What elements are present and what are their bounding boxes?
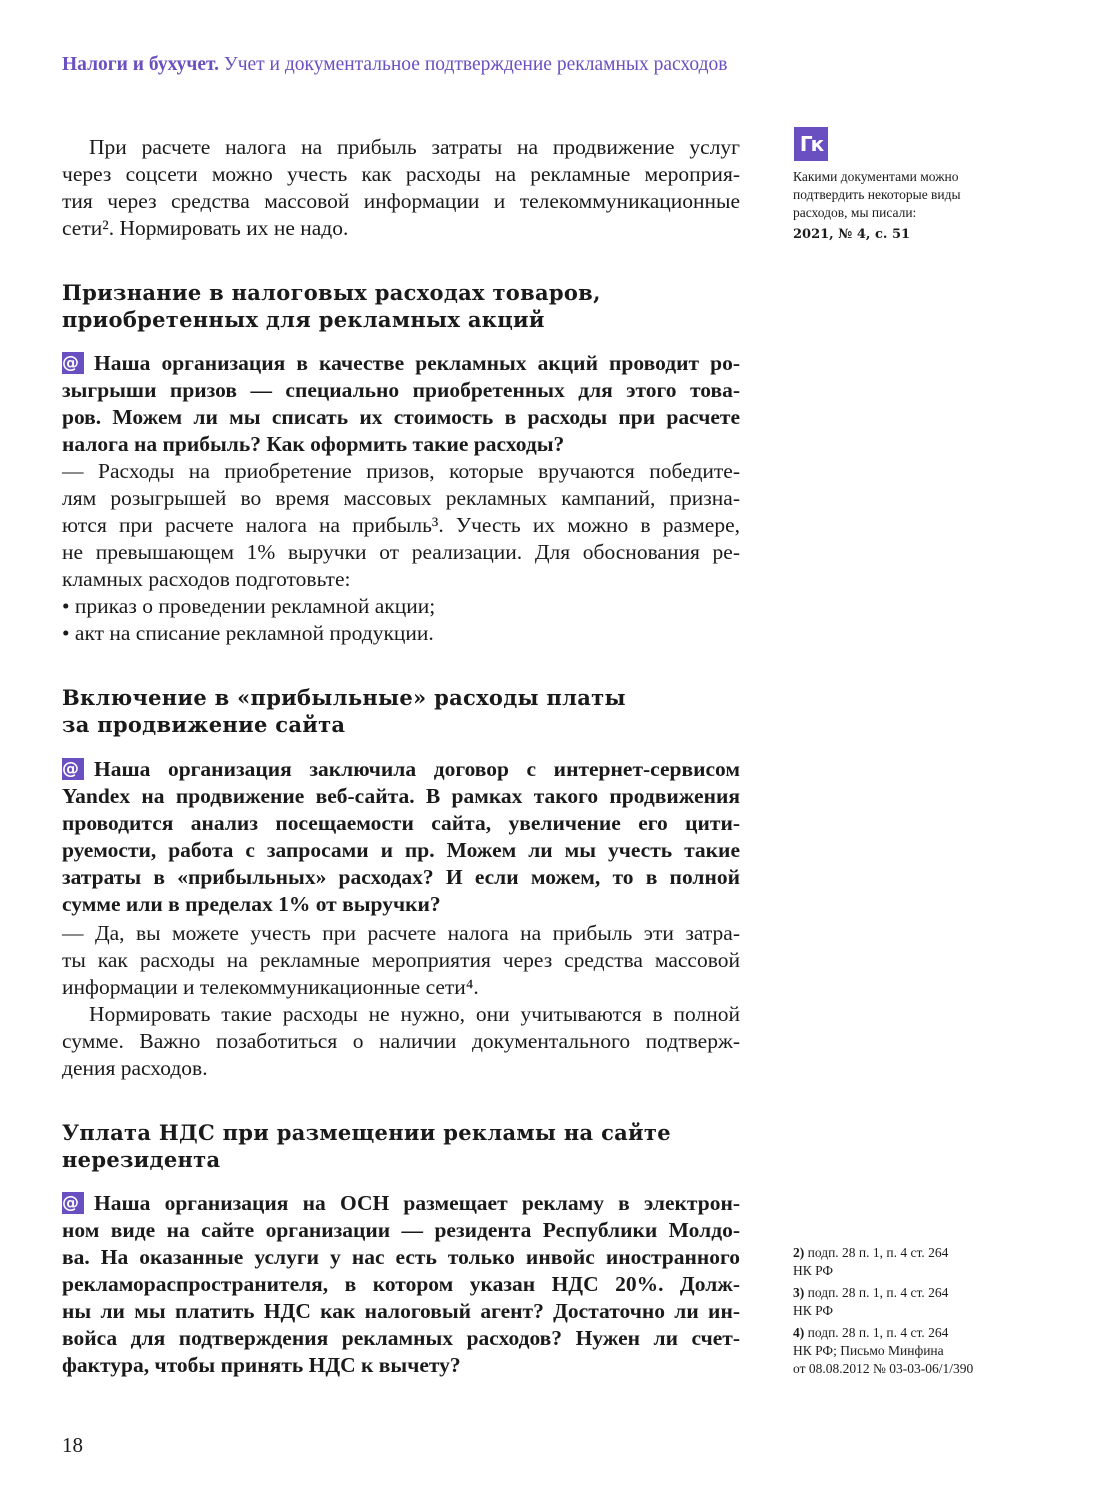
text-line xyxy=(62,974,740,1001)
header-section: Налоги и бухучет. xyxy=(62,54,220,75)
line-text: рекламораспространителя, в котором указан НДС 20%. Долж- xyxy=(62,1272,740,1296)
text-line xyxy=(62,593,740,620)
text-line xyxy=(62,404,740,431)
section-heading xyxy=(62,279,740,333)
line-text: информации и телекоммуникационные сети⁴. xyxy=(62,975,479,999)
question-at-icon: @ xyxy=(62,1192,84,1214)
line-text: лям розыгрышей во время массовых рекламных кампаний, призна- xyxy=(62,486,740,510)
question-block xyxy=(62,1190,740,1379)
footnote-line xyxy=(793,1244,1023,1262)
footnote-line xyxy=(793,1360,1023,1378)
text-line xyxy=(62,1271,740,1298)
line-text: войса для подтверждения рекламных расходов? Нужен ли счет- xyxy=(62,1326,740,1350)
line-text: Yandex на продвижение веб-сайта. В рамках такого продвижения xyxy=(62,784,740,808)
footnote-number: 4) xyxy=(793,1325,805,1340)
footnote-text: подп. 28 п. 1, п. 4 ст. 264 xyxy=(807,1245,949,1260)
line-text: ются при расчете налога на прибыль³. Учесть их можно в размере, xyxy=(62,513,740,537)
line-text: приобретенных для рекламных акций xyxy=(62,307,545,332)
line-text: • акт на списание рекламной продукции. xyxy=(62,621,434,645)
line-text: — Расходы на приобретение призов, которые вручаются победите- xyxy=(62,459,740,483)
footnote-text: от 08.08.2012 № 03-03-06/1/390 xyxy=(793,1361,974,1376)
footnote-line xyxy=(793,1324,1023,1342)
footnote xyxy=(793,1244,1023,1280)
journal-logo-icon: Гк xyxy=(794,127,828,161)
text-line xyxy=(62,756,740,783)
text-line xyxy=(62,1055,740,1082)
line-text: кламных расходов подготовьте: xyxy=(62,567,351,591)
section-heading xyxy=(62,1119,740,1173)
line-text: тия через средства массовой информации и телекоммуникационные xyxy=(62,189,740,213)
line-text: Уплата НДС при размещении рекламы на сайте xyxy=(62,1120,671,1145)
text-line xyxy=(62,215,740,242)
text-line xyxy=(62,684,740,711)
line-text: Наша организация на ОСН размещает рекламу в электрон- xyxy=(94,1191,740,1215)
line-text: сети². Нормировать их не надо. xyxy=(62,216,349,240)
question-at-icon: @ xyxy=(62,758,84,780)
text-line xyxy=(62,891,740,918)
footnote-text: НК РФ; Письмо Минфина xyxy=(793,1343,944,1358)
line-text: Признание в налоговых расходах товаров, xyxy=(62,280,601,305)
footnote-text: НК РФ xyxy=(793,1303,834,1318)
text-line xyxy=(62,1352,740,1379)
line-text: не превышающем 1% выручки от реализации. Для обоснования ре- xyxy=(62,540,740,564)
text-line xyxy=(62,161,740,188)
paragraph xyxy=(62,134,740,242)
question-at-icon: @ xyxy=(62,352,84,374)
section-heading xyxy=(62,684,740,738)
question-block xyxy=(62,756,740,918)
text-line xyxy=(62,837,740,864)
note-reference: 2021, № 4, с. 51 xyxy=(793,227,911,242)
line-text: сумме или в пределах 1% от выручки? xyxy=(62,892,441,916)
text-line xyxy=(62,1190,740,1217)
footnote-text: подп. 28 п. 1, п. 4 ст. 264 xyxy=(807,1285,949,1300)
line-text: ны ли мы платить НДС как налоговый агент? Достаточно ли ин- xyxy=(62,1299,740,1323)
text-line xyxy=(62,1244,740,1271)
footnote xyxy=(793,1324,1023,1378)
text-line xyxy=(62,188,740,215)
text-line xyxy=(62,810,740,837)
paragraph xyxy=(62,458,740,647)
text-line xyxy=(62,1146,740,1173)
text-line xyxy=(62,711,740,738)
text-line xyxy=(62,620,740,647)
line-text: ты как расходы на рекламные мероприятия через средства массовой xyxy=(62,948,740,972)
footnote-line xyxy=(793,1284,1023,1302)
footnote-line xyxy=(793,1342,1023,1360)
line-text: Включение в «прибыльные» расходы платы xyxy=(62,685,626,710)
footnote-number: 2) xyxy=(793,1245,805,1260)
text-line xyxy=(62,947,740,974)
header-title: Учет и документальное подтверждение рекламных расходов xyxy=(223,54,728,75)
text-line xyxy=(62,920,740,947)
line-text: ном виде на сайте организации — резидента Республики Молдо- xyxy=(62,1218,740,1242)
line-text: — Да, вы можете учесть при расчете налога на прибыль эти затра- xyxy=(62,921,740,945)
footnotes xyxy=(793,1244,1023,1382)
footnote-text: НК РФ xyxy=(793,1263,834,1278)
text-line xyxy=(62,1217,740,1244)
line-text: дения расходов. xyxy=(62,1056,208,1080)
text-line xyxy=(62,783,740,810)
footnote-line xyxy=(793,1302,1023,1320)
sidebar-note xyxy=(793,168,1023,244)
note-line: подтвердить некоторые виды xyxy=(793,187,961,202)
line-text: налога на прибыль? Как оформить такие расходы? xyxy=(62,432,565,456)
footnote-number: 3) xyxy=(793,1285,805,1300)
text-line xyxy=(62,539,740,566)
text-line xyxy=(62,485,740,512)
text-line xyxy=(62,350,740,377)
line-text: Наша организация в качестве рекламных акций проводит ро- xyxy=(94,351,740,375)
text-line xyxy=(62,377,740,404)
line-text: Наша организация заключила договор с интернет-сервисом xyxy=(94,757,740,781)
note-line: Какими документами можно xyxy=(793,169,959,184)
text-line xyxy=(62,864,740,891)
text-line xyxy=(62,1119,740,1146)
text-line xyxy=(62,134,740,161)
page-number: 18 xyxy=(62,1433,83,1457)
line-text: нерезидента xyxy=(62,1147,221,1172)
line-text: руемости, работа с запросами и пр. Можем ли мы учесть такие xyxy=(62,838,740,862)
line-text: Нормировать такие расходы не нужно, они учитываются в полной xyxy=(89,1002,740,1026)
text-line xyxy=(62,458,740,485)
line-text: • приказ о проведении рекламной акции; xyxy=(62,594,436,618)
footnote xyxy=(793,1284,1023,1320)
line-text: затраты в «прибыльных» расходах? И если можем, то в полной xyxy=(62,865,740,889)
footnote-text: подп. 28 п. 1, п. 4 ст. 264 xyxy=(807,1325,949,1340)
note-line: расходов, мы писали: xyxy=(793,205,917,220)
line-text: сумме. Важно позаботиться о наличии документального подтверж- xyxy=(62,1029,740,1053)
text-line xyxy=(62,1298,740,1325)
running-header xyxy=(62,54,727,76)
line-text: за продвижение сайта xyxy=(62,712,346,737)
text-line xyxy=(62,566,740,593)
paragraph xyxy=(62,1001,740,1082)
text-line xyxy=(62,1001,740,1028)
line-text: зыгрыши призов — специально приобретенных для этого това- xyxy=(62,378,740,402)
text-line xyxy=(62,1325,740,1352)
footnote-line xyxy=(793,1262,1023,1280)
line-text: фактура, чтобы принять НДС к вычету? xyxy=(62,1353,461,1377)
text-line xyxy=(62,279,740,306)
line-text: ров. Можем ли мы списать их стоимость в расходы при расчете xyxy=(62,405,740,429)
text-line xyxy=(62,512,740,539)
line-text: ва. На оказанные услуги у нас есть только инвойс иностранного xyxy=(62,1245,740,1269)
line-text: При расчете налога на прибыль затраты на продвижение услуг xyxy=(89,135,740,159)
text-line xyxy=(62,1028,740,1055)
question-block xyxy=(62,350,740,458)
line-text: проводится анализ посещаемости сайта, увеличение его цити- xyxy=(62,811,740,835)
text-line xyxy=(62,431,740,458)
paragraph xyxy=(62,920,740,1001)
line-text: через соцсети можно учесть как расходы на рекламные мероприя- xyxy=(62,162,740,186)
text-line xyxy=(62,306,740,333)
